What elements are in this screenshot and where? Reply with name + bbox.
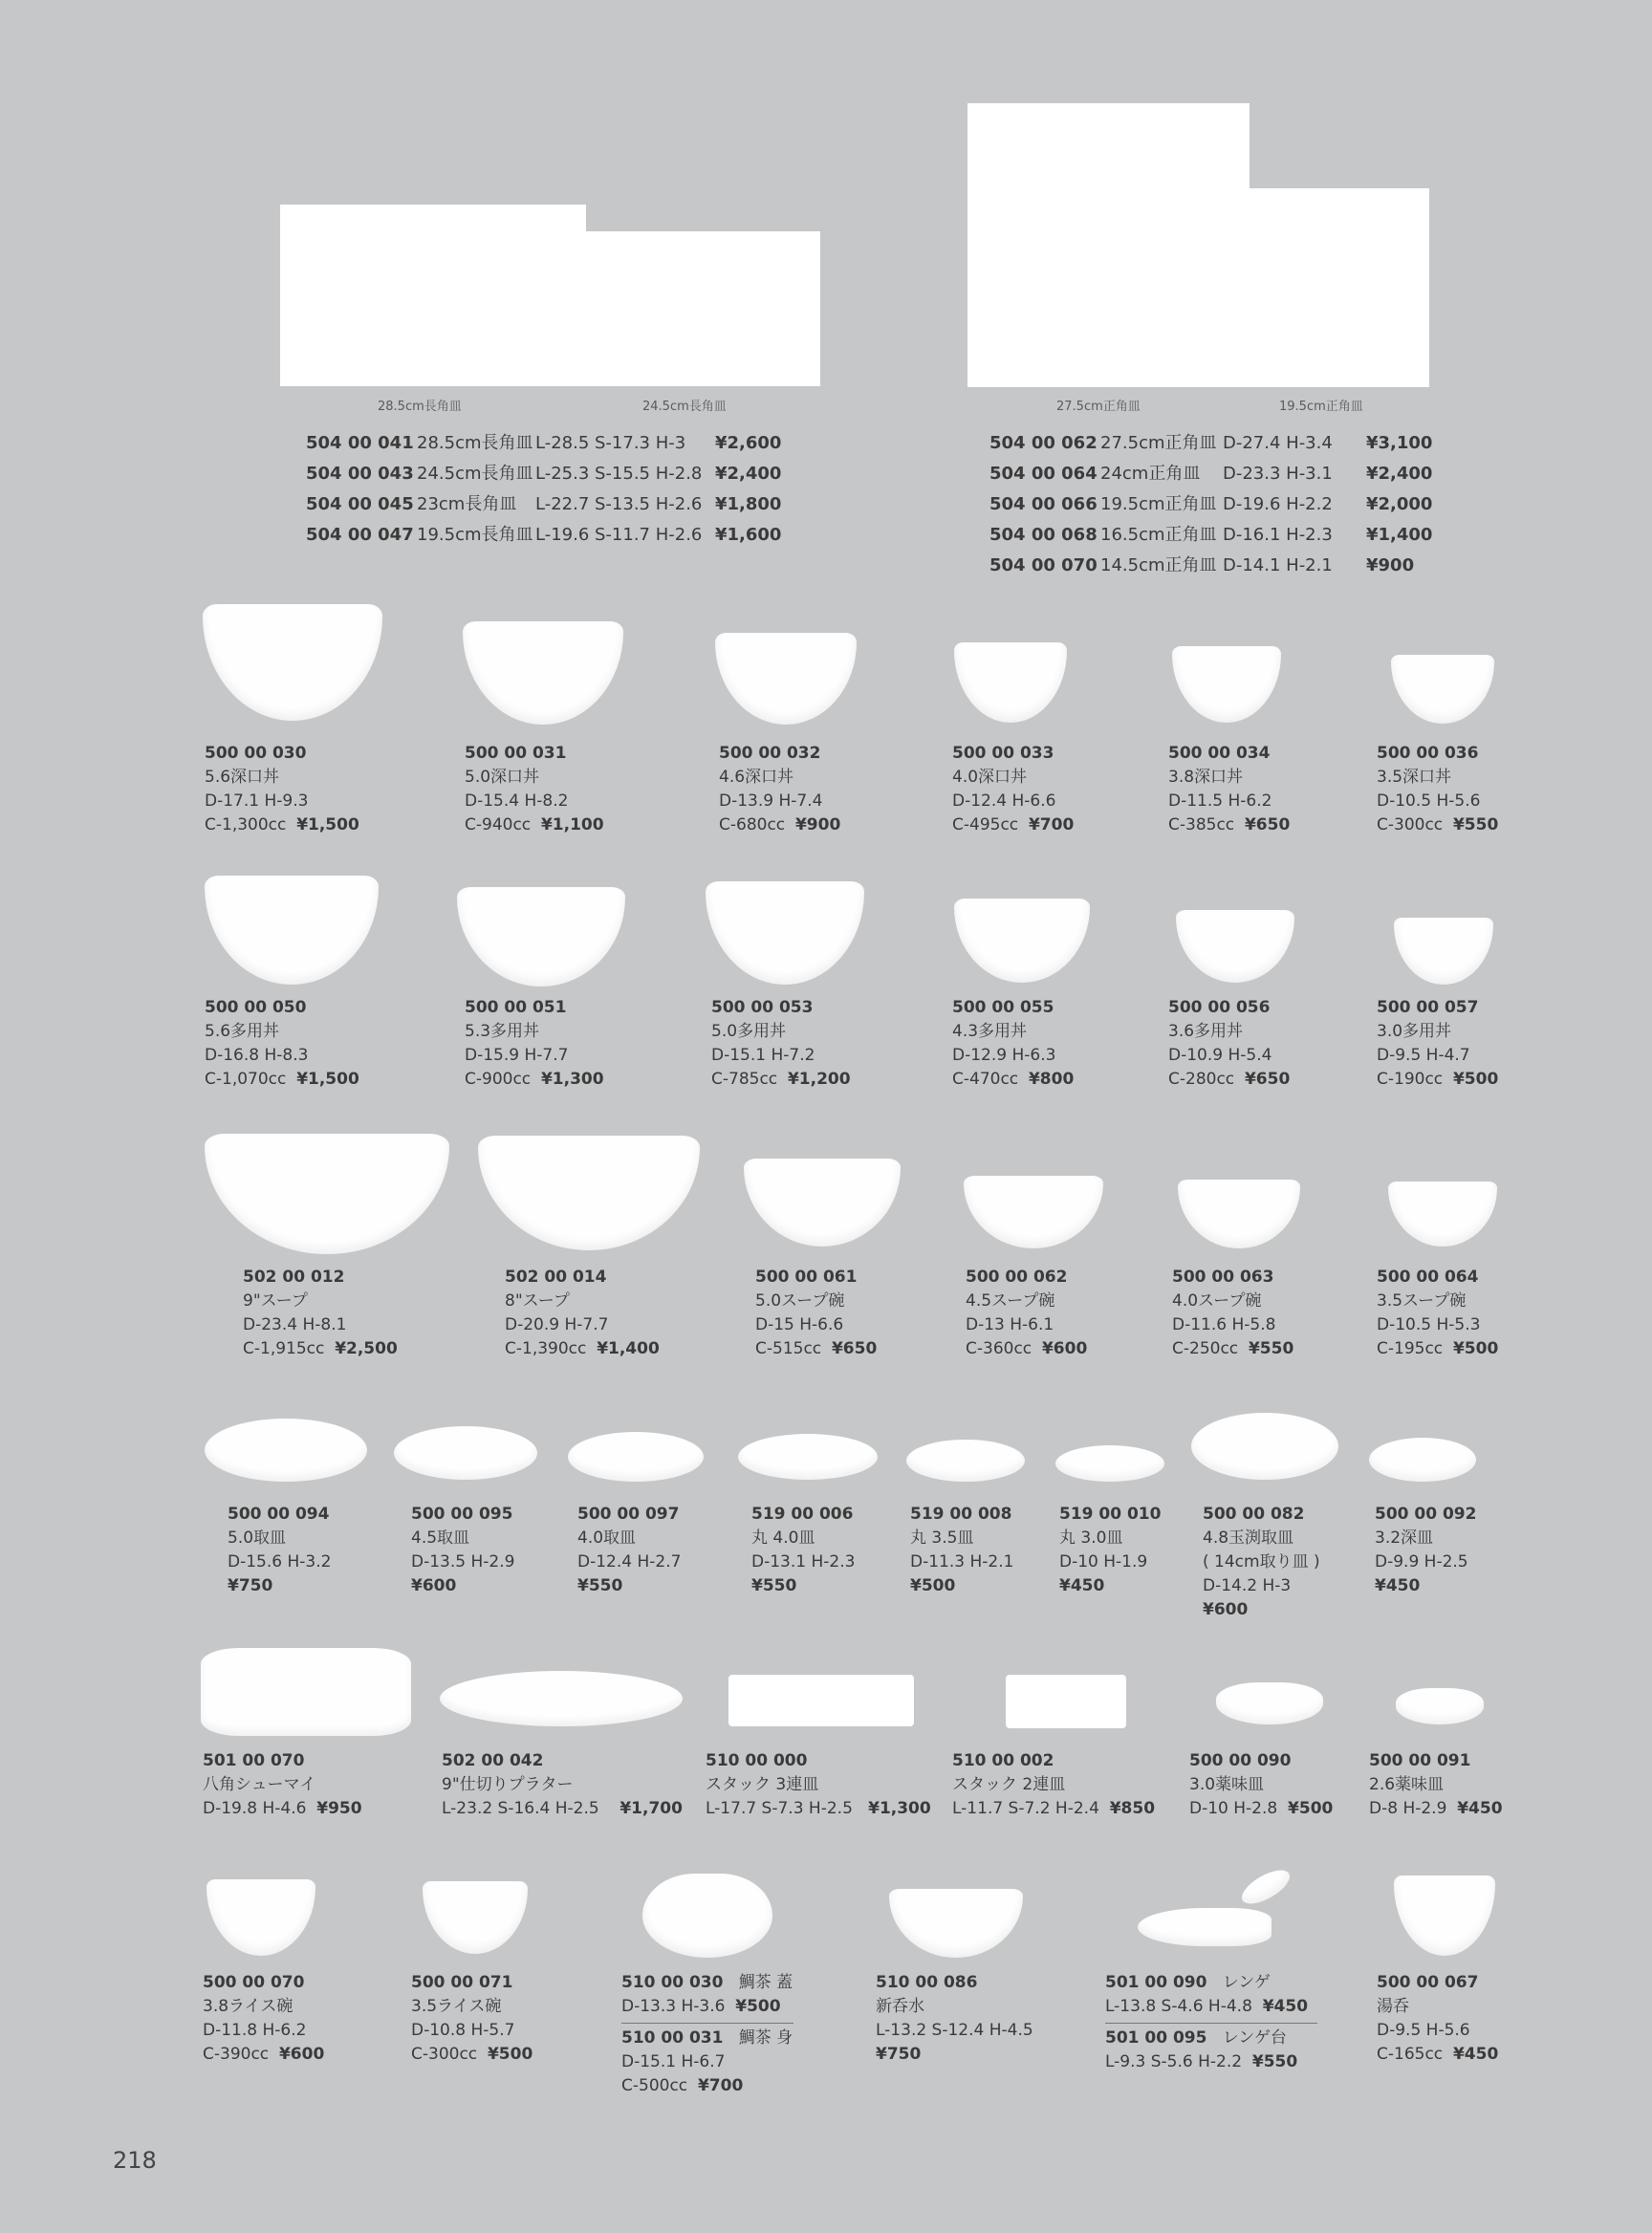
deep-bowl-photo [715,633,857,725]
product-row5: 500 00 091 2.6薬味皿 D-8 H-2.9 ¥450 [1369,1751,1503,1818]
divider [621,2023,793,2024]
teacup-photo [1394,1875,1495,1956]
rect-plates-spec-table [306,428,781,551]
lidded-bowl-photo [642,1874,772,1958]
spec-row: 504 00 062 27.5cm正角皿 D-27.4 H-3.4 ¥3,100 [989,433,1433,453]
rect-plate-caption-1: 28.5cm長角皿 [378,400,462,414]
multi-bowl-photo [1176,910,1294,983]
spec-row: 504 00 045 23cm長角皿 L-22.7 S-13.5 H-2.6 ¥1,800 [306,494,782,514]
product-multi-bowl: 500 00 056 3.6多用丼 D-10.9 H-5.4 C-280cc ¥650 [1168,998,1291,1089]
spec-row: 504 00 047 19.5cm長角皿 L-19.6 S-11.7 H-2.6 ¥1,600 [306,525,782,545]
product-small-plate: 500 00 097 4.0取皿 D-12.4 H-2.7 ¥550 [577,1505,682,1595]
product-small-plate: 519 00 006 丸 4.0皿 D-13.1 H-2.3 ¥550 [751,1505,856,1595]
product-multi-bowl: 500 00 055 4.3多用丼 D-12.9 H-6.3 C-470cc ¥800 [952,998,1075,1089]
product-small-plate: 500 00 095 4.5取皿 D-13.5 H-2.9 ¥600 [411,1505,515,1595]
square-plate-caption-2: 19.5cm正角皿 [1279,400,1363,414]
product-wonton-bowl: 510 00 086 新呑水 L-13.2 S-12.4 H-4.5 ¥750 [876,1973,1033,2064]
rect-plate-large-photo [280,205,586,386]
product-soup-bowl: 500 00 062 4.5スープ碗 D-13 H-6.1 C-360cc ¥600 [966,1268,1088,1358]
product-multi-bowl: 500 00 053 5.0多用丼 D-15.1 H-7.2 C-785cc ¥1,200 [711,998,851,1089]
rice-bowl-photo [423,1881,528,1954]
product-rice-bowl: 500 00 070 3.8ライス碗 D-11.8 H-6.2 C-390cc ¥600 [203,1973,325,2064]
soup-bowl-photo [1388,1182,1497,1247]
octagon-dish-photo [201,1648,411,1736]
product-deep-bowl: 500 00 032 4.6深口丼 D-13.9 H-7.4 C-680cc ¥900 [719,744,841,835]
condiment-dish-photo [1216,1682,1323,1724]
product-teacup: 500 00 067 湯呑 D-9.5 H-5.6 C-165cc ¥450 [1377,1973,1499,2064]
small-plate-photo [394,1426,537,1480]
multi-bowl-photo [205,876,379,985]
product-multi-bowl: 500 00 057 3.0多用丼 D-9.5 H-4.7 C-190cc ¥500 [1377,998,1499,1089]
page-number: 218 [113,2147,157,2174]
product-rice-bowl: 500 00 071 3.5ライス碗 D-10.8 H-5.7 C-300cc ¥500 [411,1973,533,2064]
spec-row: 504 00 064 24cm正角皿 D-23.3 H-3.1 ¥2,400 [989,464,1433,484]
product-small-plate: 500 00 094 5.0取皿 D-15.6 H-3.2 ¥750 [228,1505,332,1595]
deep-bowl-photo [1172,646,1281,723]
small-plate-photo [1191,1413,1338,1480]
renge-spoon-handle-photo [1237,1864,1294,1911]
soup-bowl-photo [478,1136,700,1250]
product-soup-bowl: 500 00 061 5.0スープ碗 D-15 H-6.6 C-515cc ¥650 [755,1268,878,1358]
square-plate-large-photo [967,103,1250,387]
small-plate-photo [1055,1445,1164,1482]
deep-bowl-photo [463,621,623,725]
small-plate-photo [1369,1438,1476,1482]
product-soup-bowl: 500 00 063 4.0スープ碗 D-11.6 H-5.8 C-250cc ¥550 [1172,1268,1294,1358]
product-multi-bowl: 500 00 051 5.3多用丼 D-15.9 H-7.7 C-900cc ¥1,300 [465,998,604,1089]
deep-bowl-photo [203,604,382,721]
square-plates-spec-table [989,428,1432,581]
product-row5: 510 00 002 スタック 2連皿 L-11.7 S-7.2 H-2.4 ¥850 [952,1751,1156,1818]
product-small-plate: 500 00 082 4.8玉渕取皿 ( 14cm取り皿 ) D-14.2 H-3 ¥600 [1203,1505,1320,1619]
soup-bowl-photo [205,1134,449,1254]
divider [1105,2023,1317,2024]
deep-bowl-photo [954,642,1067,723]
product-deep-bowl: 500 00 033 4.0深口丼 D-12.4 H-6.6 C-495cc ¥700 [952,744,1075,835]
product-renge-stand: 501 00 095 レンゲ台 L-9.3 S-5.6 H-2.2 ¥550 [1105,2028,1298,2071]
product-small-plate: 519 00 008 丸 3.5皿 D-11.3 H-2.1 ¥500 [910,1505,1014,1595]
multi-bowl-photo [457,887,625,986]
multi-bowl-photo [954,899,1090,983]
rect-plate-small-photo [578,231,820,386]
rice-bowl-photo [206,1879,315,1956]
stack-3-dish-photo [728,1675,914,1726]
product-soup-bowl: 502 00 014 8"スープ D-20.9 H-7.7 C-1,390cc ¥1,400 [505,1268,660,1358]
small-plate-photo [568,1432,704,1482]
small-plate-photo [906,1440,1025,1482]
spec-row: 504 00 043 24.5cm長角皿 L-25.3 S-15.5 H-2.8 ¥2,400 [306,464,782,484]
product-deep-bowl: 500 00 036 3.5深口丼 D-10.5 H-5.6 C-300cc ¥550 [1377,744,1499,835]
product-deep-bowl: 500 00 030 5.6深口丼 D-17.1 H-9.3 C-1,300cc ¥1,500 [205,744,359,835]
multi-bowl-photo [1394,918,1493,985]
soup-bowl-photo [1178,1180,1300,1248]
stack-2-dish-photo [1006,1675,1126,1728]
spec-row: 504 00 066 19.5cm正角皿 D-19.6 H-2.2 ¥2,000 [989,494,1433,514]
multi-bowl-photo [706,881,864,985]
product-row5: 500 00 090 3.0薬味皿 D-10 H-2.8 ¥500 [1189,1751,1334,1818]
spec-row: 504 00 068 16.5cm正角皿 D-16.1 H-2.3 ¥1,400 [989,525,1433,545]
product-lidded-bowl: 510 00 030 鯛茶 蓋 D-13.3 H-3.6 ¥500 [621,1973,793,2016]
product-row5: 510 00 000 スタック 3連皿 L-17.7 S-7.3 H-2.5 ¥1,300 [706,1751,931,1818]
square-plate-caption-1: 27.5cm正角皿 [1056,400,1141,414]
product-multi-bowl: 500 00 050 5.6多用丼 D-16.8 H-8.3 C-1,070cc ¥1,500 [205,998,359,1089]
product-lidded-bowl-body: 510 00 031 鯛茶 身 D-15.1 H-6.7 C-500cc ¥700 [621,2028,793,2095]
product-row5: 502 00 042 9"仕切りプラター L-23.2 S-16.4 H-2.5 ¥1,700 [442,1751,683,1818]
product-soup-bowl: 502 00 012 9"スープ D-23.4 H-8.1 C-1,915cc ¥2,500 [243,1268,398,1358]
soup-bowl-photo [964,1176,1103,1248]
product-soup-bowl: 500 00 064 3.5スープ碗 D-10.5 H-5.3 C-195cc ¥500 [1377,1268,1499,1358]
spec-row: 504 00 070 14.5cm正角皿 D-14.1 H-2.1 ¥900 [989,555,1415,575]
divided-platter-photo [440,1671,683,1726]
soup-bowl-photo [744,1159,901,1247]
square-plate-small-photo [1248,188,1429,387]
rect-plate-caption-2: 24.5cm長角皿 [642,400,727,414]
wonton-bowl-photo [889,1889,1023,1958]
product-small-plate: 519 00 010 丸 3.0皿 D-10 H-1.9 ¥450 [1059,1505,1162,1595]
product-row5: 501 00 070 八角シューマイ D-19.8 H-4.6 ¥950 [203,1751,362,1818]
deep-bowl-photo [1391,655,1494,724]
product-renge: 501 00 090 レンゲ L-13.8 S-4.6 H-4.8 ¥450 [1105,1973,1309,2016]
product-small-plate: 500 00 092 3.2深皿 D-9.9 H-2.5 ¥450 [1375,1505,1477,1595]
small-plate-photo [205,1419,367,1482]
product-deep-bowl: 500 00 031 5.0深口丼 D-15.4 H-8.2 C-940cc ¥1,100 [465,744,604,835]
condiment-dish-photo [1396,1688,1484,1724]
small-plate-photo [738,1434,878,1480]
renge-spoon-photo [1138,1908,1272,1946]
product-deep-bowl: 500 00 034 3.8深口丼 D-11.5 H-6.2 C-385cc ¥650 [1168,744,1291,835]
spec-row: 504 00 041 28.5cm長角皿 L-28.5 S-17.3 H-3 ¥2,600 [306,433,782,453]
